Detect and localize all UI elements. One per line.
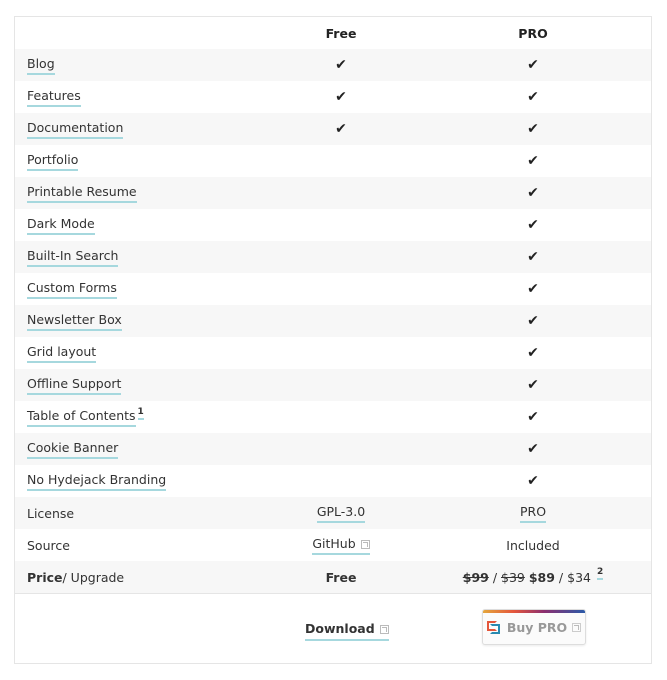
price-free: Free	[325, 569, 357, 585]
feature-footnote-link[interactable]: 1	[138, 407, 144, 420]
price-sep: /	[488, 569, 502, 585]
check-icon: ✔	[527, 409, 539, 425]
license-pro-link[interactable]: PRO	[520, 504, 546, 523]
check-icon: ✔	[527, 57, 539, 73]
check-icon: ✔	[527, 249, 539, 265]
feature-link[interactable]: Portfolio	[27, 152, 78, 171]
github-link[interactable]	[312, 536, 369, 555]
feature-link[interactable]: No Hydejack Branding	[27, 472, 166, 491]
feature-row	[15, 241, 651, 273]
price-label	[27, 561, 227, 593]
check-icon: ✔	[527, 89, 539, 105]
check-icon: ✔	[527, 345, 539, 361]
feature-link[interactable]: Features	[27, 88, 81, 107]
check-icon: ✔	[527, 281, 539, 297]
feature-link[interactable]: Dark Mode	[27, 216, 95, 235]
buy-pro-button[interactable]	[482, 609, 586, 645]
download-button[interactable]	[305, 621, 389, 641]
check-icon: ✔	[527, 377, 539, 393]
check-icon: ✔	[335, 89, 347, 105]
check-icon: ✔	[335, 57, 347, 73]
price-footnote-link[interactable]: 2	[597, 567, 603, 580]
check-icon: ✔	[527, 473, 539, 489]
feature-link[interactable]: Offline Support	[27, 376, 121, 395]
feature-link[interactable]: Documentation	[27, 120, 123, 139]
check-icon: ✔	[527, 185, 539, 201]
license-label: License	[27, 505, 75, 521]
actions-row	[15, 593, 651, 663]
price-sep-2: /	[554, 569, 568, 585]
feature-link[interactable]: Table of Contents	[27, 408, 136, 427]
check-icon: ✔	[527, 153, 539, 169]
buy-pro-label: Buy PRO	[506, 619, 568, 635]
external-link-icon	[572, 623, 581, 632]
feature-link[interactable]: Printable Resume	[27, 184, 137, 203]
gradient-bar	[483, 610, 585, 613]
feature-row	[15, 401, 651, 433]
feature-row	[15, 433, 651, 465]
feature-link[interactable]: Blog	[27, 56, 55, 75]
price-label-rest: / Upgrade	[62, 569, 125, 585]
github-link-label: GitHub	[312, 535, 356, 551]
feature-row	[15, 369, 651, 401]
feature-row	[15, 337, 651, 369]
price-old: $99	[462, 569, 489, 585]
source-row	[15, 529, 651, 561]
check-icon: ✔	[527, 313, 539, 329]
feature-link[interactable]: Built-In Search	[27, 248, 118, 267]
feature-link[interactable]: Custom Forms	[27, 280, 117, 299]
feature-link[interactable]: Newsletter Box	[27, 312, 122, 331]
feature-row	[15, 305, 651, 337]
price-pro	[437, 561, 629, 593]
check-icon: ✔	[527, 441, 539, 457]
price-new: $89	[528, 569, 555, 585]
feature-row	[15, 81, 651, 113]
price-old-upgrade: $39	[501, 569, 525, 585]
source-pro-value: Included	[506, 537, 560, 553]
hydejack-logo-icon	[487, 621, 500, 634]
table-header-row	[15, 17, 651, 49]
feature-row	[15, 465, 651, 497]
check-icon: ✔	[335, 121, 347, 137]
check-icon: ✔	[527, 121, 539, 137]
external-link-icon	[361, 540, 370, 549]
feature-row	[15, 113, 651, 145]
feature-row	[15, 145, 651, 177]
feature-row	[15, 49, 651, 81]
feature-row	[15, 177, 651, 209]
feature-row	[15, 273, 651, 305]
feature-link[interactable]: Cookie Banner	[27, 440, 118, 459]
license-free-link[interactable]: GPL-3.0	[317, 504, 365, 523]
price-row	[15, 561, 651, 593]
comparison-table	[14, 16, 652, 664]
external-link-icon	[380, 625, 389, 634]
feature-row	[15, 209, 651, 241]
download-label: Download	[305, 621, 375, 636]
check-icon: ✔	[527, 217, 539, 233]
source-label: Source	[27, 537, 70, 553]
license-row	[15, 497, 651, 529]
header-pro: PRO	[518, 25, 548, 41]
header-free: Free	[325, 25, 357, 41]
price-label-bold: Price	[27, 569, 63, 585]
feature-link[interactable]: Grid layout	[27, 344, 96, 363]
price-new-upgrade: $34	[567, 569, 591, 585]
